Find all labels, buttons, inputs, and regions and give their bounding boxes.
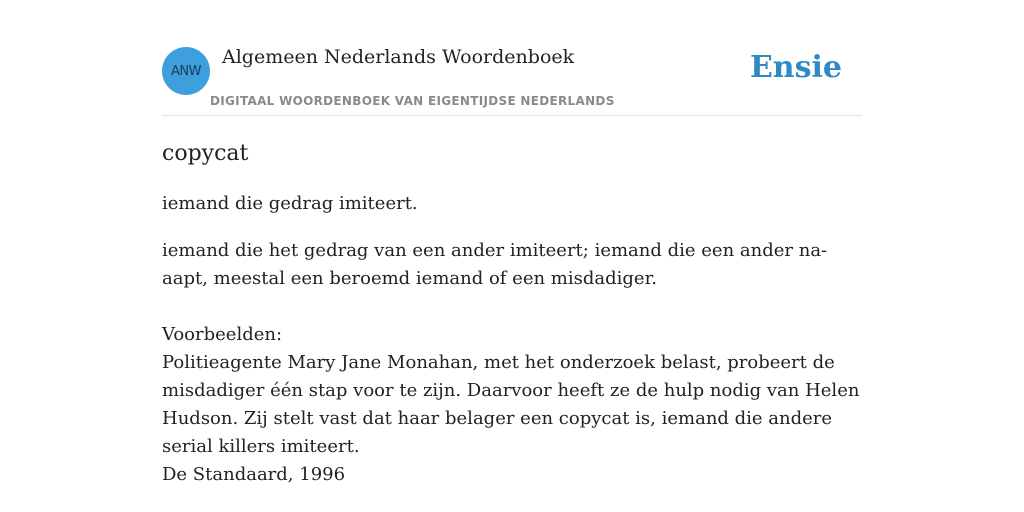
short-definition: iemand die gedrag imiteert. [162,193,418,214]
long-definition: iemand die het gedrag van een ander imiteert; iemand die een ander na-aapt, meestal een beroemd iemand of een misdadiger. [162,240,828,289]
entry-headword: copycat [162,141,249,166]
dictionary-subtitle: DIGITAAL WOORDENBOEK VAN EIGENTIJDSE NEDERLANDS [210,94,615,108]
long-definition-block [162,237,862,489]
anw-logo[interactable] [162,47,210,95]
anw-logo-text: ANW [171,63,201,79]
examples-label: Voorbeelden: [162,324,283,345]
example-text: Politieagente Mary Jane Monahan, met het onderzoek belast, probeert de misdadiger één stap voor te zijn. Daarvoor heeft ze de hulp nodig van Helen Hudson. Zij stelt vast dat haar belager een copycat is, iemand die andere serial killers imiteert. [162,352,860,457]
example-source: De Standaard, 1996 [162,464,346,485]
dictionary-title[interactable]: Algemeen Nederlands Woordenboek [222,46,575,68]
ensie-brand-logo[interactable]: Ensie [749,50,842,85]
entry-content [162,138,862,489]
spacer [162,293,862,321]
header [162,0,862,116]
